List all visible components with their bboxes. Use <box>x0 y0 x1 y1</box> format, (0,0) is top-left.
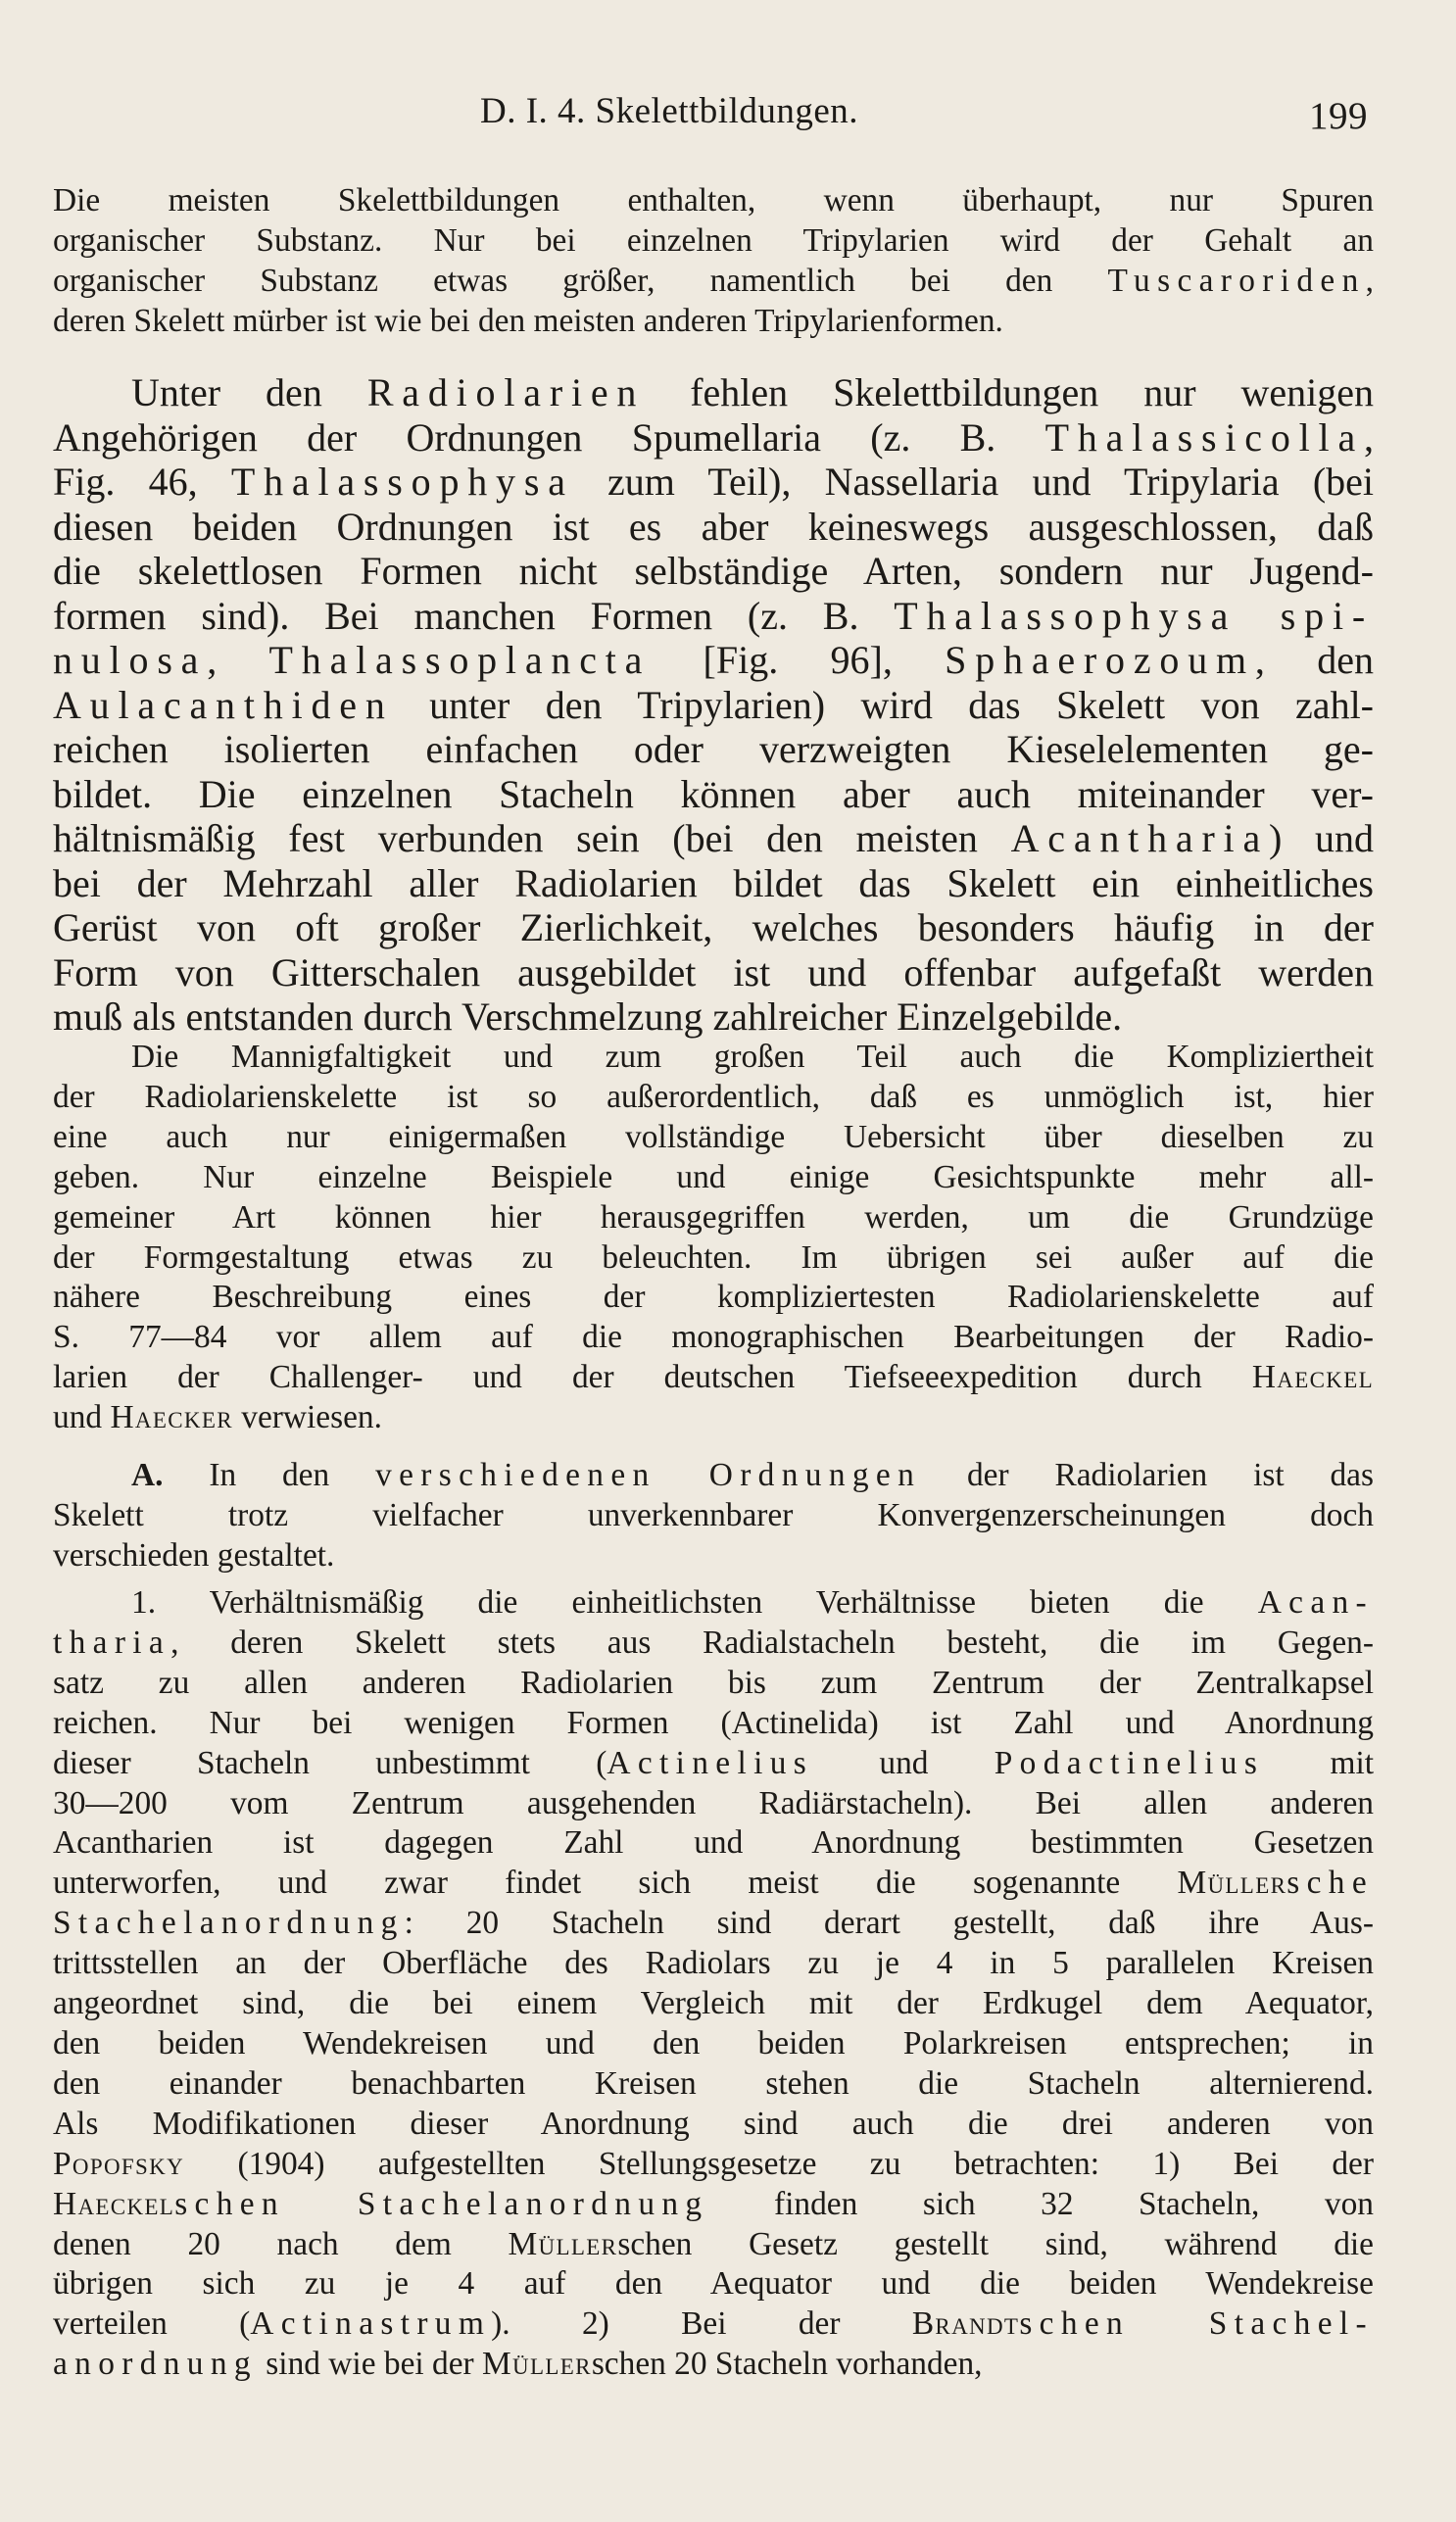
spaced-term: verschiedenen Ordnungen <box>375 1457 922 1493</box>
text-line <box>53 2345 1374 2385</box>
text-line <box>53 549 1374 594</box>
text-run: Skelett trotz vielfacher unverkennbarer Konvergenzerscheinungen doch <box>53 1496 1374 1533</box>
author-name: Haeckel <box>53 2185 175 2222</box>
spaced-term: Thalassicolla <box>1044 414 1364 460</box>
text-line <box>53 460 1374 505</box>
text-run: Gerüst von oft großer Zierlichkeit, welches besonders häufig in der <box>53 905 1374 949</box>
text-line <box>53 1118 1374 1158</box>
text-run: satz zu allen anderen Radiolarien bis zum Zentrum der Zentralkapsel <box>53 1664 1374 1701</box>
spaced-term: tharia <box>53 1624 171 1661</box>
text-run: den beiden Wendekreisen und den beiden Polarkreisen entsprechen; in <box>53 2024 1374 2061</box>
text-line <box>53 505 1374 550</box>
text-run: S. 77—84 vor allem auf die monographischen Bearbeitungen der Radio- <box>53 1319 1374 1356</box>
text-line <box>53 638 1374 683</box>
text-run: , deren Skelett stets aus Radialstacheln besteht, die im Gegen- <box>170 1624 1374 1661</box>
text-line <box>53 727 1374 772</box>
author-name: Popofsky <box>53 2145 185 2182</box>
text-run: 1. Verhältnismäßig die einheitlichsten Verhältnisse bieten die <box>131 1584 1258 1621</box>
text-line <box>53 1823 1374 1864</box>
text-run: Acantharien ist dagegen Zahl und Anordnung bestimmten Gesetzen <box>53 1824 1374 1862</box>
text-run: muß als entstanden durch Verschmelzung zahlreicher Einzelgebilde. <box>53 994 1123 1039</box>
text-run: der Radiolarienskelette ist so außerordentlich, daß es unmöglich ist, hier <box>53 1078 1374 1115</box>
text-line <box>53 1583 1374 1624</box>
spaced-term: Podactinelius <box>994 1744 1265 1781</box>
text-line <box>53 683 1374 728</box>
text-run: , <box>207 638 269 682</box>
text-run: fehlen Skelettbildungen nur wenigen <box>645 370 1375 414</box>
spaced-term: schen Stachelanordnung <box>174 2185 709 2222</box>
text-run: formen sind). Bei manchen Formen (z. B. <box>53 593 895 638</box>
author-name: Müller <box>508 2225 618 2262</box>
author-name: Müller <box>482 2346 592 2383</box>
spaced-term: anordnung <box>53 2346 258 2383</box>
text-run: denen 20 nach dem <box>53 2225 509 2262</box>
text-line <box>53 302 1374 342</box>
text-line <box>53 905 1374 950</box>
spaced-term: Aulacanthiden <box>53 682 394 727</box>
spaced-term: Actinelius <box>607 1744 814 1781</box>
paragraph <box>53 1583 1374 2385</box>
spaced-term: Thalassoplancta <box>268 638 652 682</box>
paragraph <box>53 370 1374 1040</box>
text-run: hältnismäßig fest verbunden sein (bei den meisten <box>53 816 1011 860</box>
text-run: sind wie bei der <box>257 2346 482 2383</box>
text-line <box>53 2145 1374 2185</box>
spaced-term: Sphaerozoum <box>945 638 1255 682</box>
text-run: (1904) aufgestellten Stellungsgesetze zu betrachten: 1) Bei der <box>184 2145 1374 2182</box>
text-line <box>53 221 1374 262</box>
text-run: eine auch nur einigermaßen vollständige Uebersicht über dieselben zu <box>53 1118 1374 1155</box>
spaced-term: Stachelanordnung <box>53 1905 405 1942</box>
text-line <box>53 1984 1374 2024</box>
text-run: reichen isolierten einfachen oder verzweigten Kieselelementen ge- <box>53 727 1374 771</box>
text-line <box>53 1784 1374 1824</box>
spaced-term: Thalassophysa spi- <box>894 593 1374 638</box>
text-line <box>53 594 1374 639</box>
text-line <box>53 1944 1374 1984</box>
spaced-term: Acantharia <box>1010 816 1270 860</box>
text-line <box>53 1158 1374 1198</box>
text-run: verschieden gestaltet. <box>53 1536 335 1574</box>
paragraph <box>53 181 1374 342</box>
text-run: unter den Tripylarien) wird das Skelett von zahl- <box>393 682 1374 727</box>
text-line <box>53 1456 1374 1496</box>
author-name: Brandt <box>911 2305 1020 2343</box>
text-run: Die Mannigfaltigkeit und zum großen Teil auch die Kompliziertheit <box>131 1039 1374 1075</box>
text-run: , den <box>1254 638 1374 682</box>
text-line <box>53 1536 1374 1576</box>
text-run: organischer Substanz. Nur bei einzelnen Tripylarien wird der Gehalt an <box>53 221 1374 259</box>
paragraph <box>53 1038 1374 1438</box>
text-run: der Formgestaltung etwas zu beleuchten. Im übrigen sei außer auf die <box>53 1238 1374 1276</box>
text-run: Als Modifikationen dieser Anordnung sind auch die drei anderen von <box>53 2105 1374 2142</box>
author-name: Haeckel <box>1251 1359 1374 1396</box>
text-run: Form von Gitterschalen ausgebildet ist und offenbar aufgefaßt werden <box>53 949 1374 994</box>
text-line <box>53 1904 1374 1944</box>
spaced-term: Thalassophysa <box>230 460 574 504</box>
text-line <box>53 2264 1374 2304</box>
spaced-term: nulosa <box>53 638 208 682</box>
text-run: übrigen sich zu je 4 auf den Aequator und die beiden Wendekreise <box>53 2265 1374 2303</box>
text-run: deren Skelett mürber ist wie bei den meisten anderen Tripylarienformen. <box>53 302 1003 339</box>
text-run: die skelettlosen Formen nicht selbständige Arten, sondern nur Jugend- <box>53 549 1374 593</box>
text-run: verwiesen. <box>232 1399 382 1436</box>
text-line <box>53 2105 1374 2145</box>
text-line <box>53 2024 1374 2064</box>
text-run: 30—200 vom Zentrum ausgehenden Radiärstacheln). Bei allen anderen <box>53 1784 1374 1821</box>
text-line <box>53 1198 1374 1238</box>
text-run: Unter den <box>131 370 367 414</box>
text-run: geben. Nur einzelne Beispiele und einige Gesichtspunkte mehr all- <box>53 1158 1374 1195</box>
text-run: mit <box>1264 1744 1375 1781</box>
text-run: Die meisten Skelettbildungen enthalten, wenn überhaupt, nur Spuren <box>53 182 1374 218</box>
text-run: larien der Challenger- und der deutschen Tiefseeexpedition durch <box>53 1359 1252 1396</box>
paragraph <box>53 1456 1374 1576</box>
text-line <box>53 1664 1374 1704</box>
text-run: Fig. 46, <box>53 460 231 504</box>
text-run: In den <box>163 1457 376 1493</box>
text-run: den einander benachbarten Kreisen stehen die Stacheln alternierend. <box>53 2064 1374 2102</box>
text-line <box>53 1358 1374 1398</box>
text-line <box>53 1496 1374 1536</box>
text-run: ). 2) Bei der <box>491 2305 912 2343</box>
text-run: dieser Stacheln unbestimmt ( <box>53 1744 607 1781</box>
spaced-term: Tuscaroriden <box>1107 262 1366 299</box>
running-header <box>0 90 1456 139</box>
text-line <box>53 1864 1374 1904</box>
text-run: ) und <box>1269 816 1375 860</box>
text-run: diesen beiden Ordnungen ist es aber keineswegs ausgeschlossen, daß <box>53 504 1374 549</box>
text-run: gemeiner Art können hier herausgegriffen werden, um die Grundzüge <box>53 1198 1374 1236</box>
text-run: nähere Beschreibung eines der kompliziertesten Radiolarienskelette auf <box>53 1279 1374 1316</box>
page-number: 199 <box>1309 95 1368 137</box>
author-name: Müller <box>1177 1865 1287 1902</box>
text-line <box>53 1704 1374 1744</box>
text-run: , <box>1364 414 1374 460</box>
spaced-term: sche <box>1286 1865 1374 1902</box>
text-run: und <box>53 1399 111 1436</box>
text-line <box>53 1398 1374 1438</box>
text-run: reichen. Nur bei wenigen Formen (Actinelida) ist Zahl und Anordnung <box>53 1704 1374 1741</box>
text-run: : 20 Stacheln sind derart gestellt, daß ihre Aus- <box>404 1905 1374 1942</box>
text-run: bildet. Die einzelnen Stacheln können aber auch miteinander ver- <box>53 771 1374 816</box>
text-line <box>53 1318 1374 1358</box>
section-marker: A. <box>131 1457 164 1493</box>
spaced-term: Acan- <box>1257 1584 1374 1621</box>
text-run: organischer Substanz etwas größer, namentlich bei den <box>53 262 1108 299</box>
text-run: unterworfen, und zwar findet sich meist die sogenannte <box>53 1865 1178 1902</box>
spaced-term: schen Stachel- <box>1019 2305 1374 2343</box>
text-line <box>53 1278 1374 1318</box>
text-line <box>53 2225 1374 2265</box>
text-run: der Radiolarien ist das <box>921 1457 1375 1493</box>
text-line <box>53 370 1374 415</box>
text-line <box>53 181 1374 221</box>
text-run: verteilen ( <box>53 2305 251 2343</box>
text-line <box>53 2185 1374 2225</box>
text-run: , <box>1365 262 1374 299</box>
text-line <box>53 1078 1374 1118</box>
text-run: zum Teil), Nassellaria und Tripylaria (bei <box>573 460 1375 504</box>
text-line <box>53 262 1374 302</box>
text-run: Angehörigen der Ordnungen Spumellaria (z. B. <box>53 414 1045 460</box>
spaced-term: Actinastrum <box>250 2305 492 2343</box>
text-run: schen 20 Stacheln vorhanden, <box>591 2346 983 2383</box>
text-line <box>53 1038 1374 1078</box>
spaced-term: Radiolarien <box>366 370 646 414</box>
text-run: trittsstellen an der Oberfläche des Radiolars zu je 4 in 5 parallelen Kreisen <box>53 1945 1374 1982</box>
text-line <box>53 816 1374 861</box>
text-line <box>53 415 1374 461</box>
text-line <box>53 1744 1374 1784</box>
text-line <box>53 861 1374 906</box>
text-line <box>53 2304 1374 2345</box>
text-run: finden sich 32 Stacheln, von <box>708 2185 1374 2222</box>
text-line <box>53 1624 1374 1664</box>
text-run: bei der Mehrzahl aller Radiolarien bildet das Skelett ein einheitliches <box>53 860 1374 905</box>
author-name: Haecker <box>110 1399 233 1436</box>
section-heading: D. I. 4. Skelettbildungen. <box>480 91 859 131</box>
text-run: [Fig. 96], <box>651 638 946 682</box>
text-run: angeordnet sind, die bei einem Vergleich mit der Erdkugel dem Aequator, <box>53 1985 1374 2022</box>
text-run: und <box>813 1744 995 1781</box>
text-run: schen Gesetz gestellt sind, während die <box>617 2225 1374 2262</box>
text-line <box>53 994 1374 1040</box>
text-line <box>53 1238 1374 1279</box>
text-line <box>53 950 1374 995</box>
text-line <box>53 2064 1374 2105</box>
text-line <box>53 772 1374 817</box>
